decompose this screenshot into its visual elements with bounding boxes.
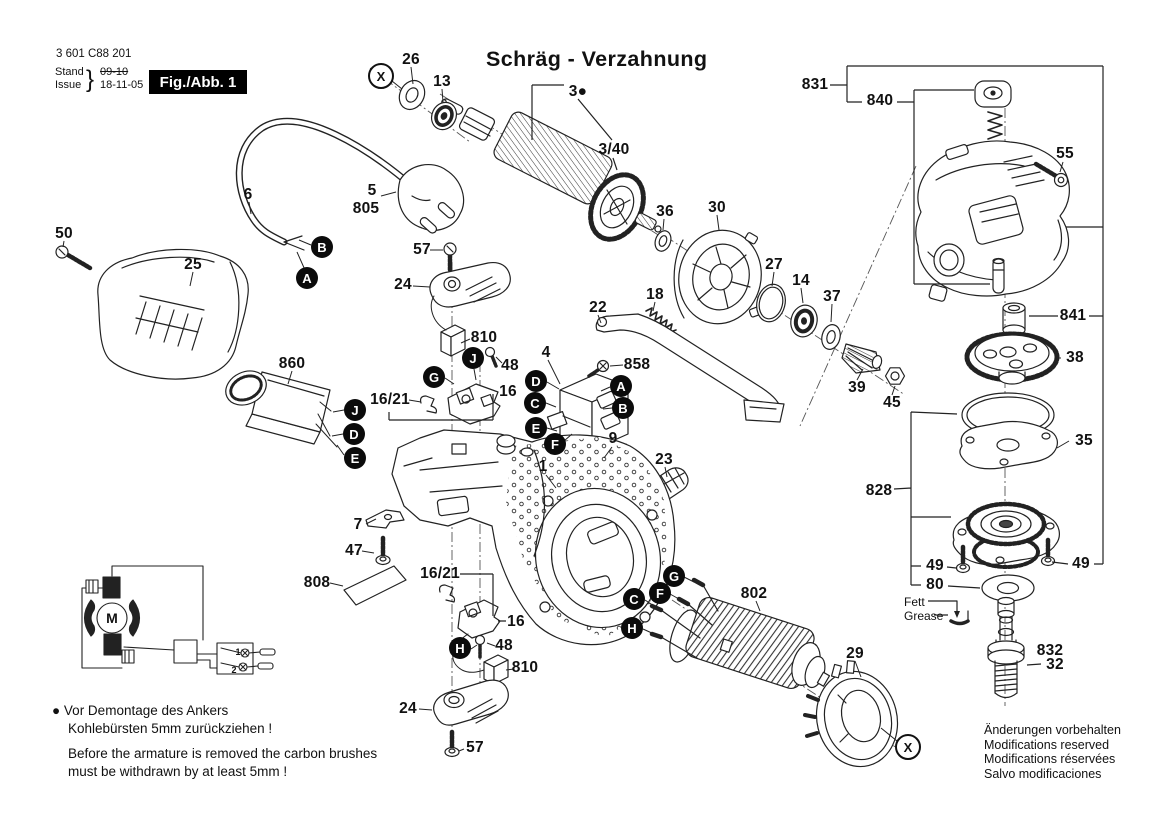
callout-letter-D: D [525,370,547,392]
air-baffle-drawing [805,661,907,775]
grease-label-de: Fett [904,595,925,609]
part-label-805: 805 [352,200,380,217]
modifications-notice [984,723,1121,781]
part-label-841: 841 [1059,307,1087,324]
cap-840-drawing [975,81,1011,107]
armature-drawing [440,98,661,249]
part-label-840: 840 [866,92,894,109]
callout-letter-B: B [311,236,333,258]
part-label-14: 14 [792,272,810,289]
note-en-line2: must be withdrawn by at least 5mm ! [68,764,288,779]
part-label-24: 24 [399,700,417,717]
part-label-37: 37 [823,288,841,305]
cable-drawing [239,121,412,250]
part-label-6: 6 [243,186,253,203]
callout-letter-G: G [423,366,445,388]
callout-letter-J: J [462,347,484,369]
bearing-14-drawing [788,302,821,339]
part-label-22: 22 [589,299,607,316]
callout-letter-H: H [449,637,471,659]
pin-840-drawing [993,259,1004,294]
part-label-16/21: 16/21 [370,391,410,408]
part-label-13: 13 [433,73,451,90]
callout-x-X: X [895,734,921,760]
clip-7-drawing [366,510,404,528]
callout-letter-F: F [649,582,671,604]
part-label-49: 49 [926,557,944,574]
part-label-1: 1 [538,458,548,475]
brush-holder-top-drawing [448,384,500,424]
callout-letter-E: E [344,447,366,469]
rights-line-de: Änderungen vorbehalten [984,723,1121,737]
screw-48-bottom-drawing [476,636,485,658]
brace-glyph: } [86,66,95,93]
speed-control-drawing [220,365,337,447]
callout-letter-H: H [621,617,643,639]
part-label-16: 16 [499,383,517,400]
screw-57-bottom-drawing [445,732,459,757]
spring-840-drawing [988,112,1002,139]
issue-label: Issue [55,79,82,91]
pinion-39-drawing [842,344,883,373]
part-label-828: 828 [865,482,893,499]
motor-housing-drawing [392,430,675,645]
callout-letter-C: C [524,392,546,414]
part-label-810: 810 [511,659,539,676]
screw-47-drawing [376,538,390,565]
rights-line-fr: Modifications réservées [984,752,1116,766]
clip-1621-top-drawing [421,396,437,413]
part-label-808: 808 [303,574,331,591]
callout-letter-F: F [544,433,566,455]
callout-letter-C: C [623,588,645,610]
document-number: 3 601 C88 201 [56,48,132,60]
part-label-858: 858 [623,356,651,373]
sleeve-841-drawing [1003,303,1025,335]
screw-48-top-drawing [486,348,497,367]
part-label-48: 48 [495,637,513,654]
part-label-57: 57 [413,241,431,258]
screw-57-top-drawing [444,243,456,270]
part-label-39: 39 [848,379,866,396]
part-label-25: 25 [184,256,202,273]
screw-858-drawing [589,361,609,377]
crown-gear-drawing [967,334,1057,384]
issue-value: 18-11-05 [100,79,144,91]
callout-letter-D: D [343,423,365,445]
part-label-80: 80 [926,576,944,593]
part-label-45: 45 [883,394,901,411]
gasket-35-drawing [960,421,1057,468]
stand-value: 09-10 [100,66,129,78]
stand-issue-values [100,66,143,92]
spindle-drawing [988,598,1024,698]
stand-issue-labels [55,66,84,92]
part-label-802: 802 [740,585,768,602]
part-label-38: 38 [1066,349,1084,366]
callout-x-X: X [368,63,394,89]
grease-icon [951,601,968,624]
page-title: Schräg - Verzahnung [486,47,708,71]
part-label-27: 27 [765,256,783,273]
part-label-36: 36 [656,203,674,220]
part-label-3●: 3● [568,83,588,100]
parts [56,76,1069,775]
part-label-55: 55 [1056,145,1074,162]
note-bullet: ● [52,703,61,718]
part-label-49: 49 [1072,555,1090,572]
screw-50-drawing [56,246,90,268]
figure-badge: Fig./Abb. 1 [149,70,247,94]
callout-letter-G: G [663,565,685,587]
rear-housing-drawing [98,249,248,379]
grease-label-en: Grease [904,609,944,623]
sticker-808-drawing [344,566,406,605]
part-label-4: 4 [541,344,551,361]
washer-36-drawing [652,229,673,254]
part-label-18: 18 [646,286,664,303]
part-label-3/40: 3/40 [598,141,630,158]
plug-drawing [398,165,463,235]
part-label-50: 50 [55,225,73,242]
note-en-line1: Before the armature is removed the carbon brushes [68,746,378,761]
note-de-line1: Vor Demontage des Ankers [63,703,229,718]
bearing-flange-drawing [670,223,770,332]
part-label-57: 57 [466,739,484,756]
rights-line-es: Salvo modificaciones [984,766,1102,781]
part-label-24: 24 [394,276,412,293]
part-label-9: 9 [608,430,618,447]
part-label-2: 2 [231,665,237,675]
washer-37-drawing [819,323,843,352]
part-label-16/21: 16/21 [420,565,460,582]
part-label-30: 30 [708,199,726,216]
part-label-16: 16 [507,613,525,630]
part-label-1: 1 [235,647,241,657]
callout-letter-A: A [296,267,318,289]
part-label-48: 48 [501,357,519,374]
part-label-32: 32 [1046,656,1064,673]
motor-label-M: M [106,610,118,626]
part-label-832: 832 [1036,642,1064,659]
callout-letter-B: B [612,397,634,419]
brush-cover-top-drawing [430,263,510,307]
part-label-5: 5 [367,182,377,199]
part-label-29: 29 [846,645,864,662]
callout-letter-A: A [610,375,632,397]
rights-line-en: Modifications reserved [984,737,1110,752]
part-label-23: 23 [655,451,673,468]
callout-letter-J: J [344,399,366,421]
part-label-860: 860 [278,355,306,372]
note-de-line2: Kohlebürsten 5mm zurückziehen ! [68,721,273,736]
brush-warning-note [52,702,377,781]
part-label-7: 7 [353,516,363,533]
part-label-831: 831 [801,76,829,93]
part-label-26: 26 [402,51,420,68]
brush-cover-bottom-drawing [434,680,509,725]
brush-holder-bottom-drawing [458,600,500,638]
part-label-47: 47 [345,542,363,559]
stand-label: Stand [55,66,84,78]
nut-45-drawing [886,368,905,384]
part-label-35: 35 [1075,432,1093,449]
callout-letter-E: E [525,417,547,439]
part-label-810: 810 [470,329,498,346]
